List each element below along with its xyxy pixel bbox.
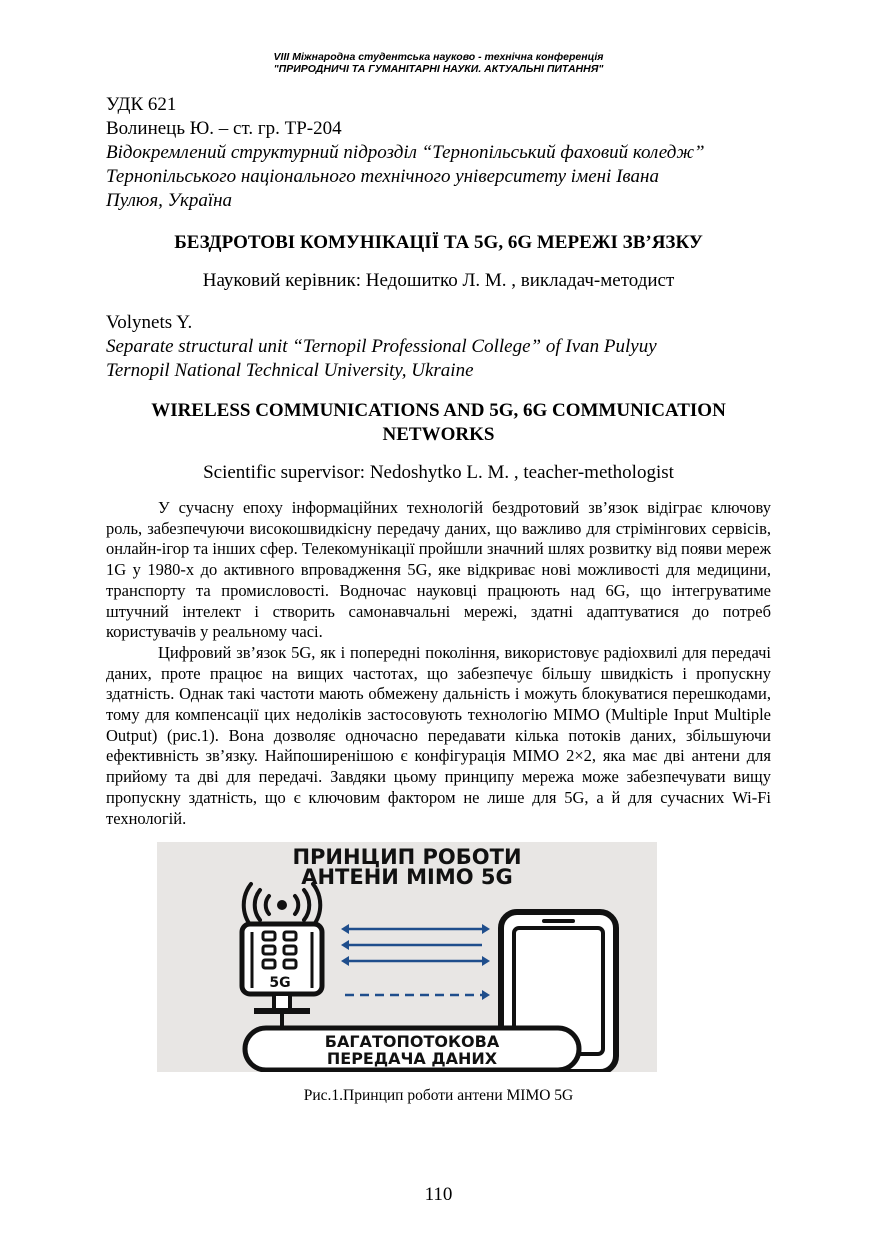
data-stream-arrows bbox=[341, 924, 490, 1000]
multistream-banner bbox=[245, 1028, 579, 1070]
page-number: 110 bbox=[424, 1184, 453, 1205]
title-en-line2: NETWORKS bbox=[382, 424, 495, 445]
author-en: Volynets Y. bbox=[106, 312, 193, 333]
title-en-line1: WIRELESS COMMUNICATIONS AND 5G, 6G COMMUNICATION bbox=[151, 400, 726, 421]
mimo-figure bbox=[157, 842, 657, 1072]
figure-caption: Рис.1.Принцип роботи антени MIMO 5G bbox=[303, 1087, 574, 1104]
conference-header-line1: VIII Міжнародна студентська науково - технічна конференція bbox=[273, 51, 604, 63]
supervisor-en: Scientific supervisor: Nedoshytko L. M. , teacher-methologist bbox=[203, 462, 674, 483]
signal-waves-icon bbox=[244, 884, 321, 926]
udk-code: УДК 621 bbox=[106, 94, 177, 115]
author-ua: Волинець Ю. – ст. гр. ТР-204 bbox=[106, 118, 342, 139]
figure-title-line2: АНТЕНИ МІМО 5G bbox=[301, 865, 513, 889]
title-ua: БЕЗДРОТОВІ КОМУНІКАЦІЇ ТА 5G, 6G МЕРЕЖІ ЗВ’ЯЗКУ bbox=[174, 232, 703, 253]
affiliation-ua-line3: Пулюя, Україна bbox=[106, 190, 233, 211]
paragraph-2: Цифровий зв’язок 5G, як і попередні покоління, використовує радіохвилі для передачі даних, проте працює на вищих частотах, що забезпечує більшу швидкість і пропускну здатність. Однак такі частоти мають обмежену дальність і можуть блокуватися перешкодами, тому для компенсації цих недоліків застосовують технологію MIMO (Multiple Input Multiple Output) (рис.1). Вона дозволяє одночасно передавати кілька потоків даних, збільшуючи ефективність зв’язку. Найпоширенішою є конфігурація MIMO 2×2, яка має дві антени для прийому та дві для передачі. Завдяки цьому принципу мережа може забезпечувати вищу пропускну здатність, що є ключовим фактором не лише для 5G, а й для сучасних Wi-Fi технологій. bbox=[106, 642, 771, 828]
banner-line1: БАГАТОПОТОКОВА bbox=[324, 1032, 500, 1051]
antenna-label: 5G bbox=[269, 975, 291, 991]
affiliation-ua-line2: Тернопільського національного технічного університету імені Івана bbox=[106, 166, 659, 187]
title-en bbox=[100, 399, 777, 447]
affiliation-en-line2: Ternopil National Technical University, Ukraine bbox=[106, 360, 474, 381]
conference-header bbox=[0, 51, 877, 75]
antenna-icon bbox=[242, 924, 322, 1014]
body-text bbox=[106, 498, 771, 829]
figure-title-line1: ПРИНЦИП РОБОТИ bbox=[292, 845, 522, 869]
conference-header-line2: "ПРИРОДНИЧІ ТА ГУМАНІТАРНІ НАУКИ. АКТУАЛЬНІ ПИТАННЯ" bbox=[273, 63, 604, 75]
banner-line2: ПЕРЕДАЧА ДАНИХ bbox=[326, 1049, 498, 1068]
mimo-illustration bbox=[157, 842, 657, 1072]
paragraph-1: У сучасну епоху інформаційних технологій бездротовий зв’язок відіграє ключову роль, забезпечуючи високошвидкісну передачу даних, що важливо для стрімінгових сервісів, онлайн-ігор та інших сфер. Телекомунікації пройшли значний шлях розвитку від появи мереж 1G у 1980-х до активного впровадження 5G, яке відкриває нові можливості для медицини, транспорту та промисловості. Водночас науковці працюють над 6G, що інтегруватиме штучний інтелект і створить самонавчальні мережі, здатні адаптуватися до потреб користувачів у реальному часі. bbox=[106, 498, 771, 642]
affiliation-en-line1: Separate structural unit “Ternopil Professional College” of Ivan Pulyuy bbox=[106, 336, 657, 357]
supervisor-ua: Науковий керівник: Недошитко Л. М. , викладач-методист bbox=[202, 270, 675, 291]
affiliation-ua-line1: Відокремлений структурний підрозділ “Тернопільський фаховий коледж” bbox=[106, 142, 705, 163]
